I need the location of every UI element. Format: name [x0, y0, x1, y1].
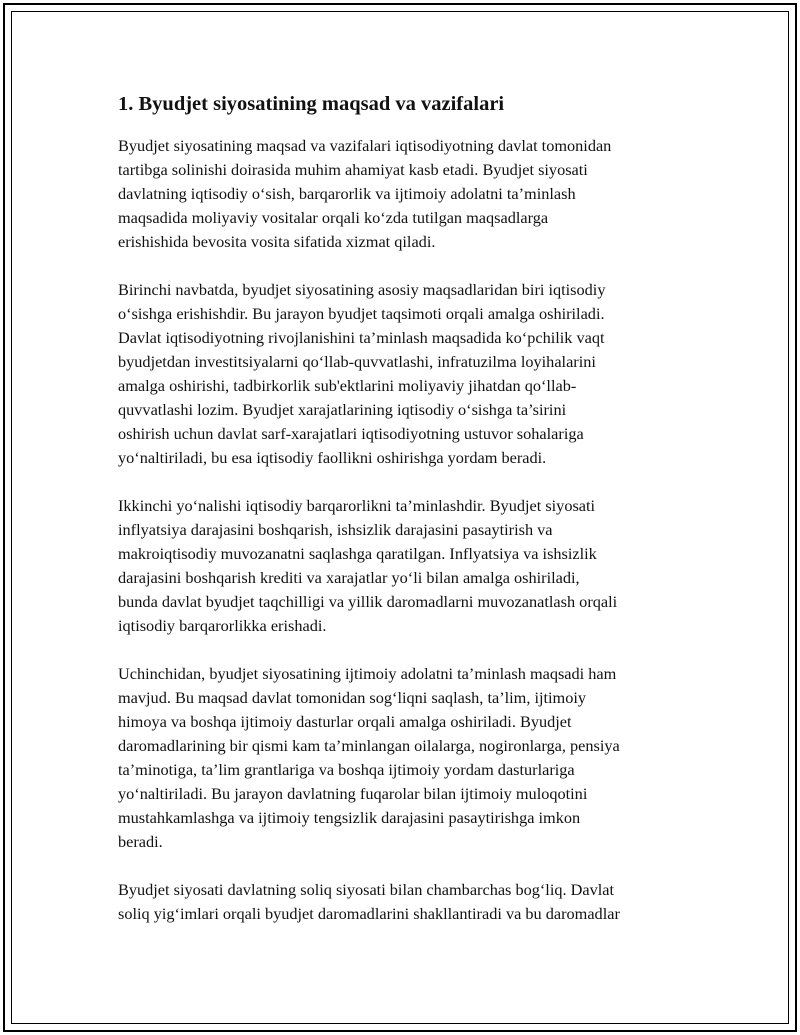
text-line: quvvatlashi lozim. Byudjet xarajatlarining iqtisodiy o‘sishga ta’sirini	[118, 400, 567, 419]
text-line: Byudjet siyosati davlatning soliq siyosati bilan chambarchas bog‘liq. Davlat	[118, 880, 615, 899]
paragraph-1	[118, 134, 690, 254]
text-line: inflyatsiya darajasini boshqarish, ishsizlik darajasini pasaytirish va	[118, 520, 553, 539]
section-title: 1. Byudjet siyosatining maqsad va vazifalari	[118, 93, 505, 115]
text-line: tartibga solinishi doirasida muhim ahamiyat kasb etadi. Byudjet siyosati	[118, 160, 588, 179]
text-line: mustahkamlashga va ijtimoiy tengsizlik darajasini pasaytirishga imkon	[118, 808, 581, 827]
text-line: davlatning iqtisodiy o‘sish, barqarorlik va ijtimoiy adolatni ta’minlash	[118, 184, 576, 203]
paragraph-4	[118, 662, 690, 854]
document-page	[118, 92, 690, 950]
text-line: maqsadida moliyaviy vositalar orqali ko‘zda tutilgan maqsadlarga	[118, 208, 549, 227]
paragraph-3	[118, 494, 690, 638]
text-line: ta’minotiga, ta’lim grantlariga va boshqa ijtimoiy yordam dasturlariga	[118, 760, 575, 779]
text-line: o‘sishga erishishdir. Bu jarayon byudjet taqsimoti orqali amalga oshiriladi.	[118, 304, 605, 323]
text-line: erishishida bevosita vosita sifatida xizmat qiladi.	[118, 232, 436, 251]
text-line: byudjetdan investitsiyalarni qo‘llab-quvvatlashi, infratuzilma loyihalarini	[118, 352, 596, 371]
text-line: daromadlarining bir qismi kam ta’minlangan oilalarga, nogironlarga, pensiya	[118, 736, 620, 755]
text-line: soliq yig‘imlari orqali byudjet daromadlarini shakllantiradi va bu daromadlar	[118, 904, 620, 923]
paragraph-5	[118, 878, 690, 926]
text-line: mavjud. Bu maqsad davlat tomonidan sog‘liqni saqlash, ta’lim, ijtimoiy	[118, 688, 587, 707]
text-line: himoya va boshqa ijtimoiy dasturlar orqali amalga oshiriladi. Byudjet	[118, 712, 572, 731]
paragraph-2	[118, 278, 690, 470]
document-body	[118, 134, 690, 926]
text-line: yo‘naltiriladi. Bu jarayon davlatning fuqarolar bilan ijtimoiy muloqotini	[118, 784, 588, 803]
text-line: darajasini boshqarish krediti va xarajatlar yo‘li bilan amalga oshiriladi,	[118, 568, 580, 587]
text-line: iqtisodiy barqarorlikka erishadi.	[118, 616, 327, 635]
text-line: bunda davlat byudjet taqchilligi va yillik daromadlarni muvozanatlash orqali	[118, 592, 618, 611]
text-line: Davlat iqtisodiyotning rivojlanishini ta’minlash maqsadida ko‘pchilik vaqt	[118, 328, 605, 347]
text-line: Uchinchidan, byudjet siyosatining ijtimoiy adolatni ta’minlash maqsadi ham	[118, 664, 617, 683]
text-line: amalga oshirishi, tadbirkorlik sub'ektlarini moliyaviy jihatdan qo‘llab-	[118, 376, 577, 395]
text-line: beradi.	[118, 832, 163, 851]
text-line: makroiqtisodiy muvozanatni saqlashga qaratilgan. Inflyatsiya va ishsizlik	[118, 544, 597, 563]
text-line: Birinchi navbatda, byudjet siyosatining asosiy maqsadlaridan biri iqtisodiy	[118, 280, 606, 299]
text-line: Byudjet siyosatining maqsad va vazifalari iqtisodiyotning davlat tomonidan	[118, 136, 612, 155]
text-line: Ikkinchi yo‘nalishi iqtisodiy barqarorlikni ta’minlashdir. Byudjet siyosati	[118, 496, 596, 515]
text-line: oshirish uchun davlat sarf-xarajatlari iqtisodiyotning ustuvor sohalariga	[118, 424, 584, 443]
text-line: yo‘naltiriladi, bu esa iqtisodiy faollikni oshirishga yordam beradi.	[118, 448, 547, 467]
